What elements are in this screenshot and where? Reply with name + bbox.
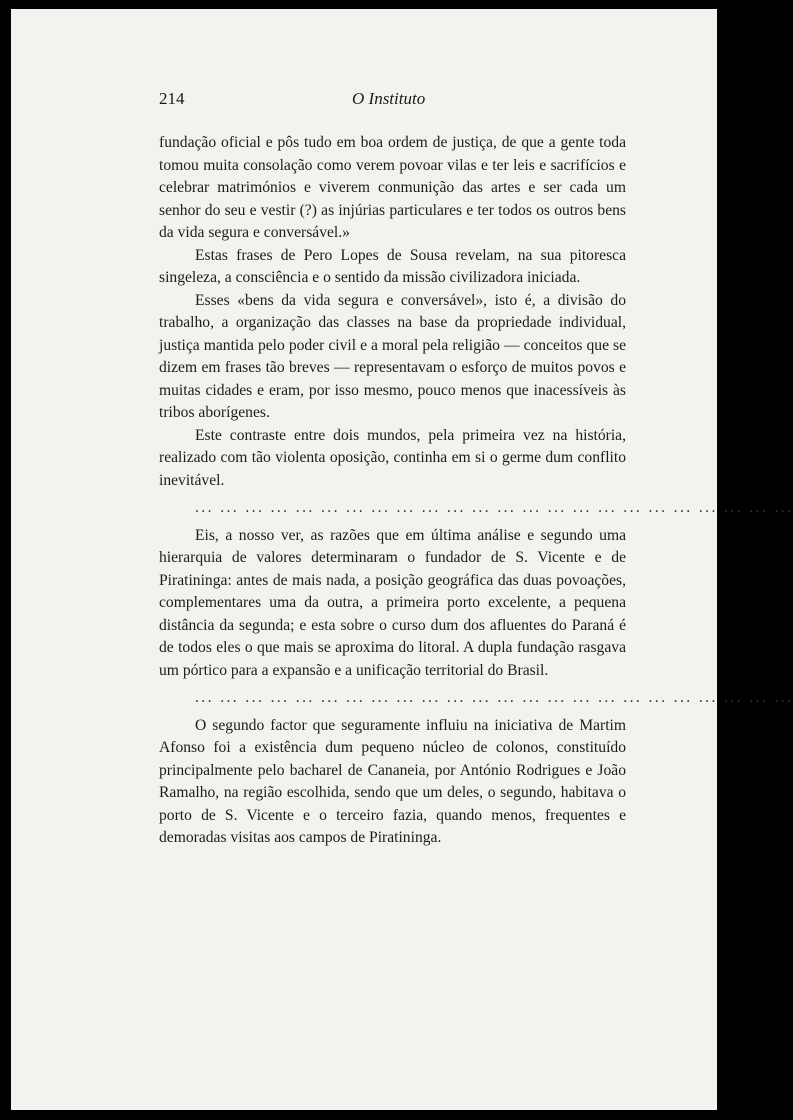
omission-separator: ... ... ... ... ... ... ... ... ... ... ... ... ... ... ... ... ... ... ... ... ... ... ... ... [195, 689, 793, 706]
running-head [159, 89, 625, 113]
paragraph-continuation: fundação oficial e pôs tudo em boa ordem de justiça, de que a gente toda tomou muita consolação como verem povoar vilas e ter leis e sacrifícios e celebrar matrimónios e viverem conmunição das artes e ser cada um senhor do seu e vestir (?) as injúrias particulares e ter todos os outros bens da vida segura e conversável.» [159, 134, 626, 241]
paragraph: Esses «bens da vida segura e conversável», isto é, a divisão do trabalho, a organização das classes na base da propriedade individual, justiça mantida pelo poder civil e a moral pela religião — conceitos que se dizem em frases tão breves — representavam o esforço de muitos povos e muitas cidades e eram, por isso mesmo, pouco menos que inacessíveis às tribos aborígenes. [159, 291, 626, 421]
paragraph: Este contraste entre dois mundos, pela primeira vez na história, realizado com tão violenta oposição, continha em si o germe dum conflito inevitável. [159, 426, 626, 489]
body-text [159, 132, 793, 850]
running-title: O Instituto [352, 89, 426, 108]
paragraph: Eis, a nosso ver, as razões que em última análise e segundo uma hierarquia de valores determinaram o fundador de S. Vicente e de Piratininga: antes de mais nada, a posição geográfica das duas povoações, complementares uma da outra, a primeira porto excelente, a pequena distância da segunda; e esta sobre o curso dum dos afluentes do Paraná é de todos eles o que mais se aproxima do litoral. A dupla fundação rasgava um pórtico para a expansão e a unificação territorial do Brasil. [159, 526, 626, 679]
paragraph: O segundo factor que seguramente influiu na iniciativa de Martim Afonso foi a existência dum pequeno núcleo de colonos, constituído principalmente pelo bacharel de Cananeia, por António Rodrigues e João Ramalho, na região escolhida, sendo que um deles, o segundo, habitava o porto de S. Vicente e o terceiro fazia, quando menos, frequentes e demoradas visitas aos campos de Piratininga. [159, 716, 626, 846]
book-page [11, 9, 793, 1110]
omission-separator: ... ... ... ... ... ... ... ... ... ... ... ... ... ... ... ... ... ... ... ... ... ... ... ... [195, 499, 793, 516]
paragraph: Estas frases de Pero Lopes de Sousa revelam, na sua pitoresca singeleza, a consciência e o sentido da missão civilizadora iniciada. [159, 246, 626, 286]
page-number: 214 [159, 89, 185, 108]
